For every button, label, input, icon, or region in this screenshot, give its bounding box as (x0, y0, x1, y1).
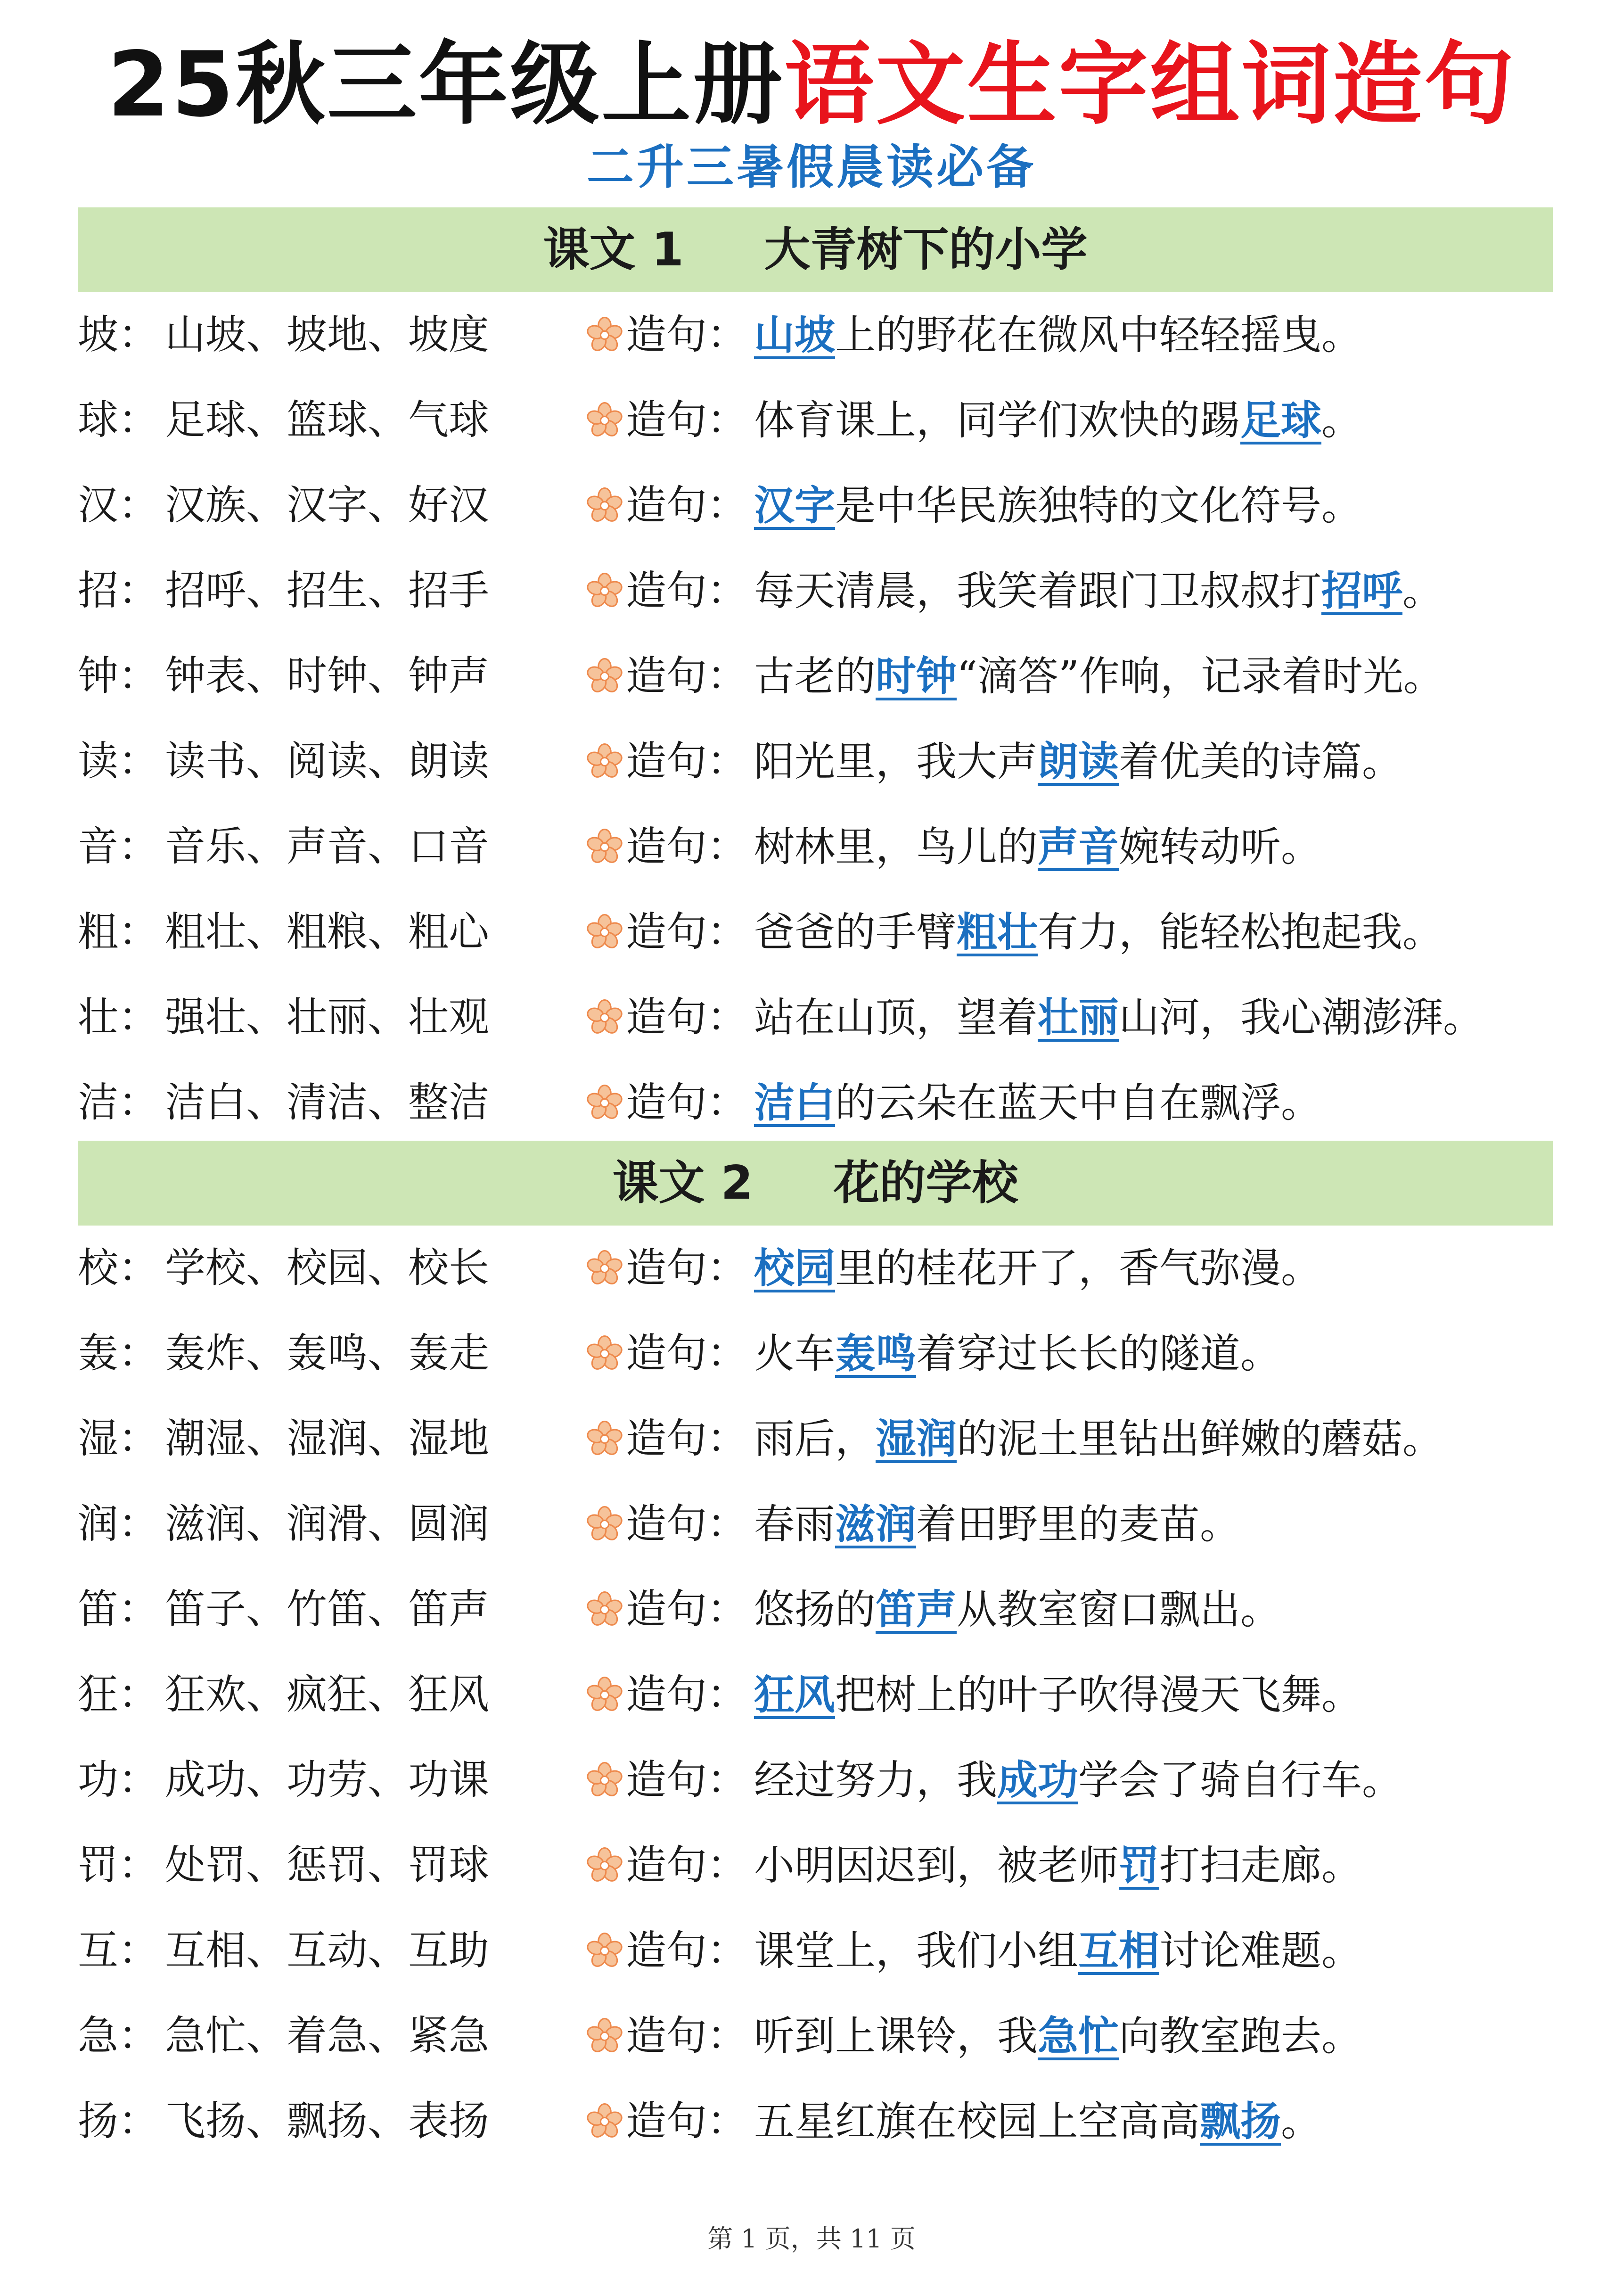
vocab-words: 潮湿、湿润、湿地 (165, 1415, 489, 1462)
vocab-words: 粗壮、粗粮、粗心 (165, 908, 489, 955)
flower-icon-graphic (586, 1250, 623, 1287)
colon-separator: ： (118, 652, 159, 699)
title-grade: 25秋三年级上册 (107, 33, 785, 137)
flower-icon (584, 1396, 625, 1481)
flower-icon (584, 378, 625, 463)
sentence-keyword: 罚 (1119, 1842, 1159, 1889)
colon-separator: ： (118, 482, 159, 529)
colon-separator: ： (118, 1671, 159, 1718)
flower-icon (584, 634, 625, 719)
example-sentence (754, 634, 1444, 719)
vocab-row (78, 1652, 1553, 1737)
vocab-words: 轰炸、轰鸣、轰走 (165, 1330, 489, 1377)
example-sentence (754, 1060, 1321, 1146)
vocab-row (78, 463, 1553, 548)
vocab-character: 招 (78, 567, 118, 614)
vocab-row (78, 1396, 1553, 1481)
flower-icon (584, 1993, 625, 2079)
sentence-label: 造句： (626, 1330, 747, 1377)
sentence-label: 造句： (626, 994, 747, 1041)
sentence-label: 造句： (626, 652, 747, 699)
example-sentence (754, 463, 1362, 549)
sentence-before: 小明因迟到，被老师 (754, 1842, 1119, 1889)
example-sentence (754, 1652, 1362, 1738)
vocab-character: 轰 (78, 1330, 118, 1377)
sentence-keyword: 校园 (754, 1244, 835, 1292)
sentence-label: 造句： (626, 311, 747, 358)
sentence-keyword: 招呼 (1321, 567, 1402, 615)
sentence-keyword: 粗壮 (957, 908, 1038, 956)
flower-icon (584, 1737, 625, 1823)
vocab-row (78, 292, 1553, 378)
vocab-words: 强壮、壮丽、壮观 (165, 994, 489, 1041)
example-sentence (754, 1396, 1443, 1482)
vocab-words: 处罚、惩罚、罚球 (165, 1842, 489, 1889)
sentence-after: 打扫走廊。 (1159, 1842, 1362, 1889)
vocab-character: 洁 (78, 1079, 118, 1126)
sentence-before: 爸爸的手臂 (754, 909, 957, 956)
lesson-header: 课文 2 花的学校 (78, 1141, 1553, 1226)
sentence-label: 造句： (626, 1079, 747, 1126)
vocab-row (78, 1823, 1553, 1908)
vocab-row (78, 1737, 1553, 1823)
vocab-row (78, 634, 1553, 719)
sentence-after: 着优美的诗篇。 (1119, 738, 1402, 785)
flower-icon (584, 1567, 625, 1652)
sentence-label: 造句： (626, 1671, 747, 1718)
flower-icon (584, 1908, 625, 1993)
sentence-after: 把树上的叶子吹得漫天飞舞。 (835, 1671, 1362, 1719)
sentence-after: 讨论难题。 (1159, 1927, 1362, 1975)
colon-separator: ： (118, 2012, 159, 2059)
sentence-keyword: 轰鸣 (835, 1330, 916, 1377)
flower-icon (584, 2079, 625, 2164)
vocab-character: 急 (78, 2012, 118, 2059)
flower-icon-graphic (586, 2018, 623, 2055)
page-subtitle: 二升三暑假晨读必备 (587, 140, 1036, 195)
vocab-words: 滋润、润滑、圆润 (165, 1500, 489, 1547)
sentence-label: 造句： (626, 2012, 747, 2059)
sentence-keyword: 湿润 (876, 1415, 957, 1463)
vocab-words: 读书、阅读、朗读 (165, 738, 489, 785)
sentence-before: 听到上课铃，我 (754, 2013, 1038, 2060)
sentence-keyword: 笛声 (876, 1586, 957, 1633)
flower-icon (584, 1481, 625, 1567)
flower-icon-graphic (586, 317, 623, 354)
vocab-words: 学校、校园、校长 (165, 1244, 489, 1292)
flower-icon-graphic (586, 1677, 623, 1713)
sentence-before: 每天清晨，我笑着跟门卫叔叔打 (754, 568, 1321, 615)
vocab-row (78, 1226, 1553, 1311)
sentence-label: 造句： (626, 396, 747, 444)
colon-separator: ： (118, 1927, 159, 1974)
flower-icon-graphic (586, 2103, 623, 2140)
vocab-words: 招呼、招生、招手 (165, 567, 489, 614)
vocab-words: 急忙、着急、紧急 (165, 2012, 489, 2059)
lesson-section (78, 207, 1553, 1145)
sentence-label: 造句： (626, 567, 747, 614)
sentence-label: 造句： (626, 482, 747, 529)
vocab-character: 互 (78, 1927, 118, 1974)
example-sentence (754, 2079, 1321, 2164)
vocab-character: 壮 (78, 994, 118, 1041)
sentence-label: 造句： (626, 1842, 747, 1889)
sentence-after: 的云朵在蓝天中自在飘浮。 (835, 1079, 1321, 1127)
flower-icon-graphic (586, 1762, 623, 1799)
example-sentence (754, 378, 1362, 463)
flower-icon (584, 1060, 625, 1145)
vocab-words: 足球、篮球、气球 (165, 396, 489, 444)
sentence-label: 造句： (626, 1756, 747, 1803)
vocab-character: 笛 (78, 1586, 118, 1633)
example-sentence (754, 1823, 1362, 1909)
vocab-row (78, 1311, 1553, 1396)
example-sentence (754, 889, 1443, 975)
vocab-character: 湿 (78, 1415, 118, 1462)
sentence-keyword: 成功 (997, 1756, 1078, 1804)
sentence-keyword: 时钟 (876, 652, 957, 700)
example-sentence (754, 1993, 1362, 2079)
flower-icon-graphic (586, 487, 623, 524)
flower-icon-graphic (586, 573, 623, 609)
sentence-before: 春雨 (754, 1501, 835, 1548)
flower-icon-graphic (586, 1591, 623, 1628)
sentence-label: 造句： (626, 1586, 747, 1633)
flower-icon-graphic (586, 1847, 623, 1884)
vocab-row (78, 975, 1553, 1060)
vocab-row (78, 1481, 1553, 1567)
colon-separator: ： (118, 1842, 159, 1889)
sentence-keyword: 山坡 (754, 311, 835, 359)
colon-separator: ： (118, 1756, 159, 1803)
sentence-after: 。 (1281, 2098, 1321, 2145)
sentence-before: 体育课上，同学们欢快的踢 (754, 397, 1240, 444)
example-sentence (754, 1908, 1362, 1994)
vocab-character: 扬 (78, 2098, 118, 2145)
sentence-label: 造句： (626, 823, 747, 870)
example-sentence (754, 1567, 1281, 1653)
vocab-character: 汉 (78, 482, 118, 529)
colon-separator: ： (118, 738, 159, 785)
vocab-row (78, 804, 1553, 889)
example-sentence (754, 719, 1402, 805)
vocab-words: 山坡、坡地、坡度 (165, 311, 489, 358)
colon-separator: ： (118, 1586, 159, 1633)
page-footer: 第 1 页，共 11 页 (707, 2224, 916, 2254)
flower-icon (584, 975, 625, 1060)
vocab-row (78, 1060, 1553, 1145)
example-sentence (754, 548, 1443, 634)
colon-separator: ： (118, 1244, 159, 1292)
vocab-character: 粗 (78, 908, 118, 955)
vocab-row (78, 719, 1553, 804)
vocab-words: 笛子、竹笛、笛声 (165, 1586, 489, 1633)
flower-icon-graphic (586, 402, 623, 439)
colon-separator: ： (118, 1330, 159, 1377)
sentence-keyword: 汉字 (754, 482, 835, 529)
colon-separator: ： (118, 1415, 159, 1462)
vocab-words: 成功、功劳、功课 (165, 1756, 489, 1803)
flower-icon (584, 804, 625, 889)
title-topic: 语文生字组词造句 (784, 33, 1516, 137)
example-sentence (754, 804, 1321, 890)
vocab-row (78, 1908, 1553, 1993)
sentence-after: 。 (1402, 568, 1443, 615)
sentence-after: 着田野里的麦苗。 (916, 1501, 1240, 1548)
sentence-keyword: 壮丽 (1038, 994, 1119, 1041)
vocab-words: 飞扬、飘扬、表扬 (165, 2098, 489, 2145)
vocab-words: 互相、互动、互助 (165, 1927, 489, 1974)
sentence-before: 阳光里，我大声 (754, 738, 1038, 785)
vocab-character: 钟 (78, 652, 118, 699)
vocab-character: 读 (78, 738, 118, 785)
colon-separator: ： (118, 1500, 159, 1547)
flower-icon-graphic (586, 1506, 623, 1543)
sentence-after: 里的桂花开了，香气弥漫。 (835, 1245, 1321, 1292)
example-sentence (754, 1311, 1281, 1397)
sentence-before: 树林里，鸟儿的 (754, 823, 1038, 871)
sentence-keyword: 声音 (1038, 823, 1119, 871)
colon-separator: ： (118, 311, 159, 358)
sentence-before: 站在山顶，望着 (754, 994, 1038, 1041)
sentence-before: 火车 (754, 1330, 835, 1377)
vocab-row (78, 1567, 1553, 1652)
vocab-row (78, 2079, 1553, 2164)
vocab-character: 罚 (78, 1842, 118, 1889)
colon-separator: ： (118, 1079, 159, 1126)
sentence-after: 向教室跑去。 (1119, 2013, 1362, 2060)
sentence-before: 悠扬的 (754, 1586, 876, 1633)
vocab-row (78, 889, 1553, 975)
vocab-character: 坡 (78, 311, 118, 358)
vocab-row (78, 1993, 1553, 2079)
sentence-after: 学会了骑自行车。 (1078, 1757, 1402, 1804)
example-sentence (754, 1737, 1402, 1823)
vocab-words: 狂欢、疯狂、狂风 (165, 1671, 489, 1718)
vocab-character: 球 (78, 396, 118, 444)
sentence-keyword: 狂风 (754, 1671, 835, 1719)
vocab-character: 狂 (78, 1671, 118, 1718)
example-sentence (754, 1226, 1321, 1311)
sentence-label: 造句： (626, 738, 747, 785)
sentence-before: 古老的 (754, 653, 876, 700)
vocab-character: 功 (78, 1756, 118, 1803)
colon-separator: ： (118, 2098, 159, 2145)
sentence-before: 经过努力，我 (754, 1757, 997, 1804)
sentence-before: 雨后， (754, 1415, 876, 1463)
sentence-label: 造句： (626, 1500, 747, 1547)
sentence-after: 有力，能轻松抱起我。 (1038, 909, 1443, 956)
flower-icon-graphic (586, 1335, 623, 1372)
vocab-words: 洁白、清洁、整洁 (165, 1079, 489, 1126)
flower-icon (584, 548, 625, 634)
flower-icon (584, 719, 625, 804)
flower-icon (584, 1652, 625, 1737)
flower-icon-graphic (586, 658, 623, 695)
page-title (0, 33, 1623, 137)
vocab-character: 润 (78, 1500, 118, 1547)
flower-icon (584, 1311, 625, 1396)
flower-icon (584, 1226, 625, 1311)
vocab-row (78, 548, 1553, 634)
sentence-after: 是中华民族独特的文化符号。 (835, 482, 1362, 529)
sentence-after: 。 (1321, 397, 1362, 444)
sentence-before: 课堂上，我们小组 (754, 1927, 1078, 1975)
vocab-words: 钟表、时钟、钟声 (165, 652, 489, 699)
colon-separator: ： (118, 396, 159, 444)
lesson-section (78, 1141, 1553, 2164)
sentence-after: “滴答”作响，记录着时光。 (957, 653, 1444, 700)
sentence-label: 造句： (626, 1415, 747, 1462)
flower-icon (584, 292, 625, 378)
sentence-keyword: 朗读 (1038, 738, 1119, 785)
flower-icon-graphic (586, 743, 623, 780)
vocab-character: 校 (78, 1244, 118, 1292)
example-sentence (754, 292, 1362, 378)
vocab-words: 汉族、汉字、好汉 (165, 482, 489, 529)
sentence-after: 山河，我心潮澎湃。 (1119, 994, 1484, 1041)
example-sentence (754, 975, 1484, 1061)
sentence-after: 着穿过长长的隧道。 (916, 1330, 1281, 1377)
flower-icon (584, 1823, 625, 1908)
sentence-label: 造句： (626, 908, 747, 955)
sentence-keyword: 洁白 (754, 1079, 835, 1127)
example-sentence (754, 1481, 1240, 1567)
flower-icon (584, 463, 625, 548)
sentence-keyword: 急忙 (1038, 2012, 1119, 2060)
sentence-keyword: 滋润 (835, 1500, 916, 1548)
lesson-header: 课文 1 大青树下的小学 (78, 207, 1553, 292)
sentence-label: 造句： (626, 1244, 747, 1292)
colon-separator: ： (118, 908, 159, 955)
vocab-row (78, 378, 1553, 463)
sentence-after: 的泥土里钻出鲜嫩的蘑菇。 (957, 1415, 1443, 1463)
sentence-after: 从教室窗口飘出。 (957, 1586, 1281, 1633)
sentence-keyword: 足球 (1240, 396, 1321, 444)
sentence-keyword: 飘扬 (1200, 2098, 1281, 2145)
colon-separator: ： (118, 994, 159, 1041)
flower-icon-graphic (586, 1421, 623, 1457)
colon-separator: ： (118, 567, 159, 614)
sentence-label: 造句： (626, 1927, 747, 1974)
sentence-before: 五星红旗在校园上空高高 (754, 2098, 1200, 2145)
flower-icon-graphic (586, 1085, 623, 1121)
flower-icon-graphic (586, 829, 623, 865)
flower-icon-graphic (586, 1933, 623, 1969)
flower-icon-graphic (586, 999, 623, 1036)
flower-icon (584, 889, 625, 975)
sentence-label: 造句： (626, 2098, 747, 2145)
flower-icon-graphic (586, 914, 623, 951)
vocab-character: 音 (78, 823, 118, 870)
sentence-after: 婉转动听。 (1119, 823, 1321, 871)
sentence-after: 上的野花在微风中轻轻摇曳。 (835, 312, 1362, 359)
sentence-keyword: 互相 (1078, 1927, 1159, 1975)
vocab-words: 音乐、声音、口音 (165, 823, 489, 870)
colon-separator: ： (118, 823, 159, 870)
